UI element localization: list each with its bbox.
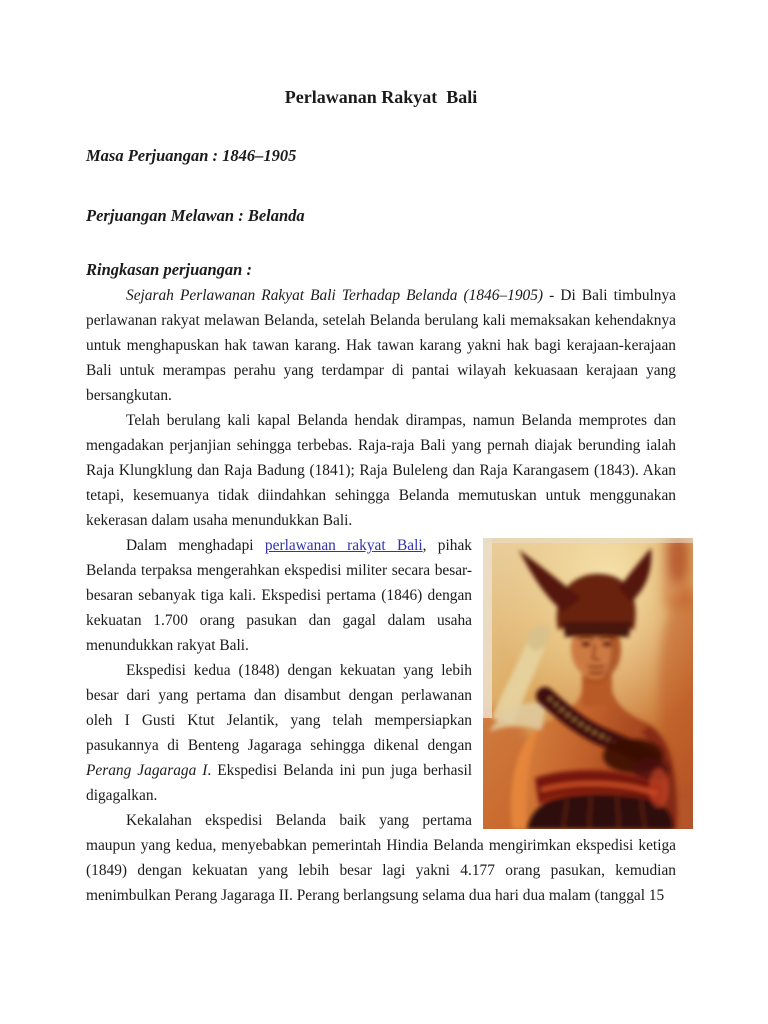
page-title: Perlawanan Rakyat Bali <box>284 87 478 107</box>
paragraphs-with-image <box>86 533 676 908</box>
ringkasan-perjuangan-heading: Ringkasan perjuangan : <box>86 260 252 279</box>
masa-perjuangan-heading: Masa Perjuangan : 1846–1905 <box>86 146 297 165</box>
text-run: - Di Bali timbulnya perlawanan rakyat melawan Belanda, setelah Belanda berulang kali memaksakan kehendaknya untuk menghapuskan hak tawan karang. Hak tawan karang yakni hak bagi kerajaan-kerajaan Bali untuk merampas perahu yang terdampar di pantai wilayah kekuasaan kerajaan yang bersangkutan. <box>86 287 677 404</box>
paragraph <box>86 283 676 408</box>
body-text <box>86 283 676 908</box>
warrior-portrait-image <box>483 538 693 829</box>
warrior-portrait-art <box>483 538 693 829</box>
paragraph <box>86 408 676 533</box>
text-run: , pihak Belanda terpaksa mengerahkan ekspedisi militer secara besar-besaran sebanyak tiga kali. Ekspedisi pertama (1846) dengan kekuatan 1.700 orang pasukan dan gagal dalam usaha menundukkan rakyat Bali. <box>86 537 473 654</box>
perlawanan-rakyat-bali-link[interactable]: perlawanan rakyat Bali <box>264 537 423 554</box>
document-content <box>86 86 676 908</box>
text-run: Telah berulang kali kapal Belanda hendak dirampas, namun Belanda memprotes dan mengadakan perjanjian sehingga terbebas. Raja-raja Bali yang pernah diajak berunding ialah Raja Klungklung dan Raja Badung (1841); Raja Buleleng dan Raja Karangasem (1843). Akan tetapi, kesemuanya tidak diindahkan sehingga Belanda memutuskan untuk menggunakan kekerasan dalam usaha menundukkan Bali. <box>86 412 676 529</box>
text-run: Dalam menghadapi <box>126 537 265 554</box>
text-run: . Ekspedisi Belanda ini pun juga berhasil digagalkan. <box>86 762 472 804</box>
paragraphs-before-image <box>86 283 676 533</box>
text-run: Kekalahan ekspedisi Belanda baik yang pertama maupun yang kedua, menyebabkan pemerintah Hindia Belanda mengirimkan ekspedisi ketiga (1849) dengan kekuatan yang lebih besar lagi yakni 4.177 orang pasukan, kemudian menimbulkan Perang Jagaraga II. Perang berlangsung selama dua hari dua malam (tanggal 15 <box>86 812 676 904</box>
italic-text-run: Perang Jagaraga I <box>86 762 208 779</box>
perjuangan-melawan-heading: Perjuangan Melawan : Belanda <box>86 206 305 225</box>
italic-text-run: Sejarah Perlawanan Rakyat Bali Terhadap Belanda (1846–1905) <box>126 287 544 304</box>
text-run: Ekspedisi kedua (1848) dengan kekuatan yang lebih besar dari yang pertama dan disambut dengan perlawanan oleh I Gusti Ktut Jelantik, yang telah mempersiapkan pasukannya di Benteng Jagaraga sehingga dikenal dengan <box>86 662 472 754</box>
